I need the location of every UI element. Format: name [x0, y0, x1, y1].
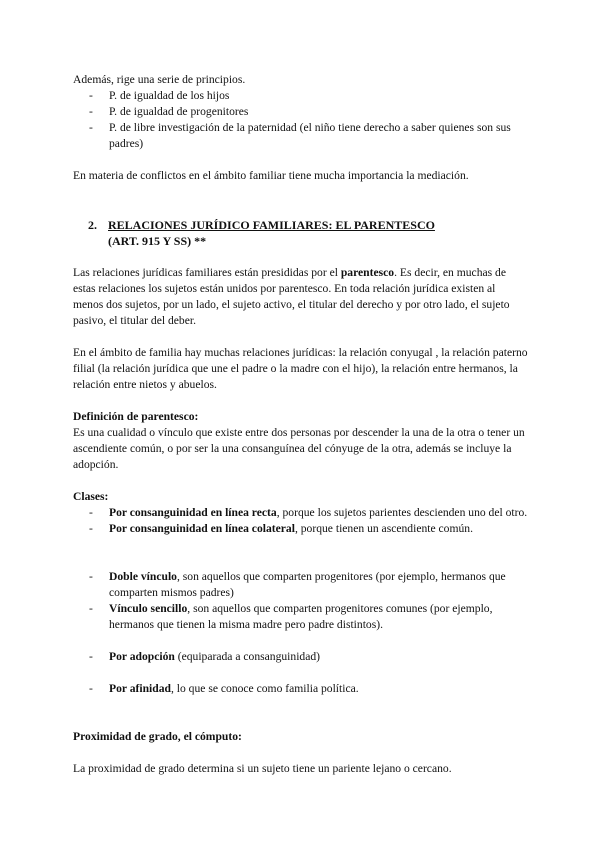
class-description: , son aquellos que comparten progenitores comunes (por ejemplo, hermanos que tienen la misma madre pero padre distintos).: [109, 602, 493, 631]
bullet-dash: -: [89, 506, 93, 519]
bullet-dash: -: [89, 121, 93, 134]
proximity-heading: [73, 729, 528, 745]
list-item: [73, 569, 528, 601]
class-term: Por adopción: [109, 650, 175, 663]
mediation-text: En materia de conflictos en el ámbito familiar tiene mucha importancia la mediación.: [73, 169, 469, 182]
section-title: RELACIONES JURÍDICO FAMILIARES: EL PARENTESCO: [108, 218, 435, 232]
principles-list: [73, 88, 528, 152]
definition-heading: Definición de parentesco:: [73, 410, 199, 423]
class-term: Por afinidad: [109, 682, 171, 695]
proximity-text: La proximidad de grado determina si un sujeto tiene un pariente lejano o cercano.: [73, 762, 452, 775]
list-item: [73, 521, 528, 537]
list-item: [73, 120, 528, 152]
bullet-dash: -: [89, 522, 93, 535]
list-item-text: P. de igualdad de los hijos: [109, 89, 230, 102]
classes-list: [73, 505, 528, 537]
class-description: , porque los sujetos parientes descienden uno del otro.: [276, 506, 528, 519]
class-term: Por consanguinidad en línea colateral: [109, 522, 295, 535]
paragraph-parentesco: [73, 265, 528, 329]
section-number: 2.: [88, 218, 97, 232]
classes-list-2: [73, 569, 528, 633]
list-item: [73, 649, 528, 665]
classes-list-3: [73, 649, 528, 665]
bullet-dash: -: [89, 650, 93, 663]
bullet-dash: -: [89, 570, 93, 583]
class-description: , lo que se conoce como familia política.: [170, 682, 359, 695]
class-term: Doble vínculo: [109, 570, 177, 583]
proximity-heading-text: Proximidad de grado, el cómputo:: [73, 730, 242, 743]
bold-term: parentesco: [340, 266, 395, 279]
classes-list-4: [73, 681, 528, 697]
list-item-text: P. de libre investigación de la paternidad (el niño tiene derecho a saber quienes son sus padres): [109, 121, 511, 150]
list-item: [73, 88, 528, 104]
list-item: [73, 681, 528, 697]
list-item: [73, 104, 528, 120]
bullet-dash: -: [89, 89, 93, 102]
section-subtitle: (ART. 915 Y SS) **: [108, 234, 207, 248]
list-item: [73, 505, 528, 521]
list-item-text: P. de igualdad de progenitores: [109, 105, 249, 118]
class-term: Por consanguinidad en línea recta: [109, 506, 277, 519]
bullet-dash: -: [89, 602, 93, 615]
bullet-dash: -: [89, 105, 93, 118]
bullet-dash: -: [89, 682, 93, 695]
paragraph-relaciones: En el ámbito de familia hay muchas relaciones jurídicas: la relación conyugal , la relación paterno filial (la relación jurídica que une el padre o la madre con el hijo), la relación entre hermanos, la relación entre nietos y abuelos.: [73, 346, 528, 391]
class-description: , son aquellos que comparten progenitores (por ejemplo, hermanos que comparten mismos padres): [109, 570, 506, 599]
class-description: , porque tienen un ascendiente común.: [294, 522, 473, 535]
definition-text: Es una cualidad o vínculo que existe entre dos personas por descender la una de la otra o tener un ascendiente común, o por ser la una consanguínea del cónyuge de la otra, además se incluye la adopción.: [73, 426, 525, 471]
text-run: . Es decir, en muchas de estas relaciones los sujetos están unidos por parentesco. En toda relación jurídica existen al menos dos sujetos, por un lado, el sujeto activo, el titular del derecho y por otro lado, el sujeto pasivo, el titular del deber.: [73, 266, 510, 327]
list-item: [73, 601, 528, 633]
classes-heading: [73, 489, 528, 505]
class-description: (equiparada a consanguinidad): [174, 650, 321, 663]
text-run: Las relaciones jurídicas familiares están presididas por el: [73, 266, 341, 279]
intro-text: Además, rige una serie de principios.: [73, 73, 246, 86]
class-term: Vínculo sencillo: [109, 602, 188, 615]
classes-heading-text: Clases:: [73, 490, 109, 503]
definition-block: [73, 409, 528, 473]
